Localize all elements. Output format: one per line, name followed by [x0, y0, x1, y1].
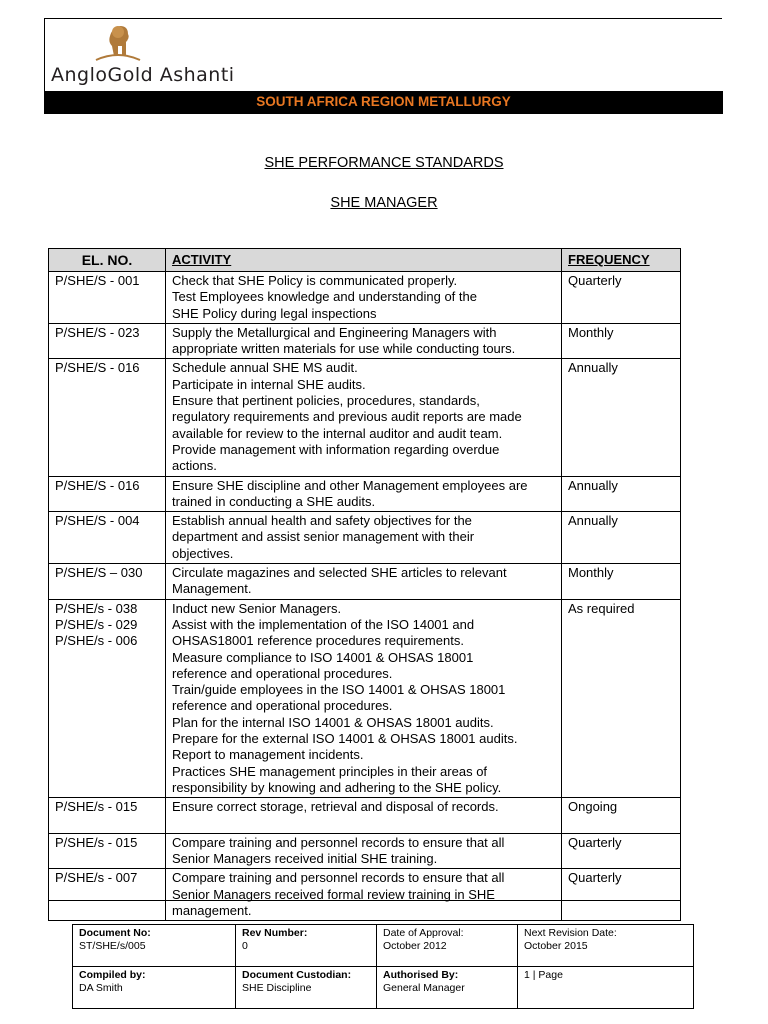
region-banner-text: SOUTH AFRICA REGION METALLURGY — [256, 94, 511, 109]
activity-line: Provide management with information regarding overdue — [172, 441, 500, 457]
activity-line: Management. — [172, 581, 252, 597]
table-row — [49, 798, 681, 834]
element-number: P/SHE/s - 006 — [55, 633, 138, 649]
activity-line: management. — [172, 902, 252, 918]
footer-authorised: Authorised By: General Manager — [377, 967, 518, 1009]
performance-standards-table — [48, 248, 681, 921]
footer-approval: Date of Approval: October 2012 — [377, 925, 518, 967]
footer-page-number: 1 | Page — [518, 967, 694, 1009]
footer-next-revision: Next Revision Date: October 2015 — [518, 925, 694, 967]
activity-line: Supply the Metallurgical and Engineering Managers with — [172, 324, 497, 340]
element-number: P/SHE/S - 001 — [55, 273, 140, 288]
header-activity: ACTIVITY — [166, 249, 562, 272]
activity-line: Train/guide employees in the ISO 14001 & OHSAS 18001 — [172, 682, 506, 698]
activity-line: Test Employees knowledge and understanding of the — [172, 289, 477, 305]
element-number: P/SHE/S - 016 — [55, 477, 140, 493]
activity-line: Check that SHE Policy is communicated properly. — [172, 273, 458, 288]
activity-line: Plan for the internal ISO 14001 & OHSAS 18001 audits. — [172, 714, 494, 730]
element-number-cell — [49, 512, 166, 564]
activity-line: reference and operational procedures. — [172, 665, 393, 681]
activity-line: Assist with the implementation of the ISO 14001 and — [172, 616, 475, 632]
table-row — [49, 869, 681, 921]
activity-line: Prepare for the external ISO 14001 & OHSAS 18001 audits. — [172, 731, 518, 747]
footer-compiled: Compiled by: DA Smith — [73, 967, 236, 1009]
header-divider — [44, 113, 723, 114]
activity-cell — [166, 869, 562, 921]
activity-line: available for review to the internal auditor and audit team. — [172, 425, 503, 441]
frequency-cell: As required — [562, 599, 681, 798]
frequency-cell: Ongoing — [562, 798, 681, 834]
table-row — [49, 599, 681, 798]
activity-line — [172, 816, 555, 832]
table-row — [49, 564, 681, 600]
element-number-cell — [49, 323, 166, 359]
footer-row — [73, 967, 694, 1009]
activity-line: Ensure correct storage, retrieval and disposal of records. — [172, 799, 499, 815]
activity-line: Measure compliance to ISO 14001 & OHSAS 18001 — [172, 649, 474, 665]
element-number-cell — [49, 599, 166, 798]
company-logo-text: AngloGold Ashanti — [51, 64, 235, 86]
table-row — [49, 323, 681, 359]
element-number: P/SHE/S - 004 — [55, 513, 140, 529]
element-number-cell — [49, 833, 166, 869]
frequency-cell: Annually — [562, 476, 681, 512]
activity-line: Schedule annual SHE MS audit. — [172, 360, 358, 376]
activity-cell — [166, 599, 562, 798]
header-rule — [282, 18, 722, 19]
activity-cell — [166, 272, 562, 324]
activity-line: Report to management incidents. — [172, 747, 364, 763]
activity-line: department and assist senior management with their — [172, 529, 475, 545]
footer-doc-no: Document No: ST/SHE/s/005 — [73, 925, 236, 967]
document-subtitle: SHE MANAGER — [330, 195, 438, 211]
table-row — [49, 359, 681, 476]
activity-cell — [166, 512, 562, 564]
frequency-cell: Quarterly — [562, 272, 681, 324]
footer-row — [73, 925, 694, 967]
element-number-cell — [49, 798, 166, 834]
activity-line: reference and operational procedures. — [172, 698, 393, 714]
activity-line: Induct new Senior Managers. — [172, 600, 342, 616]
activity-line: Senior Managers received initial SHE training. — [172, 851, 438, 867]
element-number: P/SHE/s - 007 — [55, 870, 138, 886]
element-number-cell — [49, 272, 166, 324]
activity-line: OHSAS18001 reference procedures requirements. — [172, 633, 464, 649]
activity-cell — [166, 564, 562, 600]
activity-line: objectives. — [172, 545, 234, 561]
document-title: SHE PERFORMANCE STANDARDS — [264, 155, 504, 171]
element-number-cell — [49, 869, 166, 921]
activity-line: trained in conducting a SHE audits. — [172, 493, 376, 509]
table-row — [49, 272, 681, 324]
frequency-cell: Monthly — [562, 323, 681, 359]
frequency-cell: Quarterly — [562, 833, 681, 869]
table-row — [49, 476, 681, 512]
activity-cell — [166, 798, 562, 834]
activity-line: responsibility by knowing and adhering to the SHE policy. — [172, 779, 502, 795]
activity-line: appropriate written materials for use while conducting tours. — [172, 341, 516, 357]
table-bottom-rule — [48, 900, 681, 901]
activity-line: Ensure that pertinent policies, procedures, standards, — [172, 393, 480, 409]
element-number: P/SHE/S – 030 — [55, 565, 143, 581]
activity-line: Participate in internal SHE audits. — [172, 376, 366, 392]
lion-logo-icon — [94, 20, 142, 64]
element-number-cell — [49, 359, 166, 476]
frequency-cell: Annually — [562, 359, 681, 476]
element-number: P/SHE/s - 015 — [55, 799, 138, 815]
element-number-cell — [49, 476, 166, 512]
frequency-cell: Monthly — [562, 564, 681, 600]
activity-line: Practices SHE management principles in their areas of — [172, 763, 488, 779]
activity-line: Senior Managers received formal review training in SHE — [172, 886, 495, 902]
frequency-cell: Annually — [562, 512, 681, 564]
header-el-no: EL. NO. — [49, 249, 166, 272]
table-row — [49, 512, 681, 564]
frequency-cell: Quarterly — [562, 869, 681, 921]
table-header-row — [49, 249, 681, 272]
activity-line: Ensure SHE discipline and other Management employees are — [172, 477, 528, 493]
element-number: P/SHE/S - 016 — [55, 360, 140, 376]
element-number: P/SHE/s - 038 — [55, 600, 138, 616]
activity-line: Compare training and personnel records to ensure that all — [172, 870, 505, 886]
activity-line: regulatory requirements and previous audit reports are made — [172, 409, 522, 425]
table-row — [49, 833, 681, 869]
element-number: P/SHE/S - 023 — [55, 324, 140, 340]
activity-cell — [166, 476, 562, 512]
element-number-cell — [49, 564, 166, 600]
footer-rev: Rev Number: 0 — [236, 925, 377, 967]
activity-cell — [166, 323, 562, 359]
element-number: P/SHE/s - 015 — [55, 834, 138, 850]
activity-cell — [166, 359, 562, 476]
region-banner — [44, 91, 723, 113]
activity-line: Circulate magazines and selected SHE articles to relevant — [172, 565, 507, 581]
activity-line: actions. — [172, 458, 217, 474]
header-frequency: FREQUENCY — [562, 249, 681, 272]
activity-line: Establish annual health and safety objectives for the — [172, 513, 472, 529]
document-control-footer — [72, 924, 694, 1009]
activity-line: Compare training and personnel records to ensure that all — [172, 834, 505, 850]
footer-custodian: Document Custodian: SHE Discipline — [236, 967, 377, 1009]
activity-cell — [166, 833, 562, 869]
element-number: P/SHE/s - 029 — [55, 616, 138, 632]
table-body — [49, 272, 681, 921]
activity-line: SHE Policy during legal inspections — [172, 305, 377, 321]
